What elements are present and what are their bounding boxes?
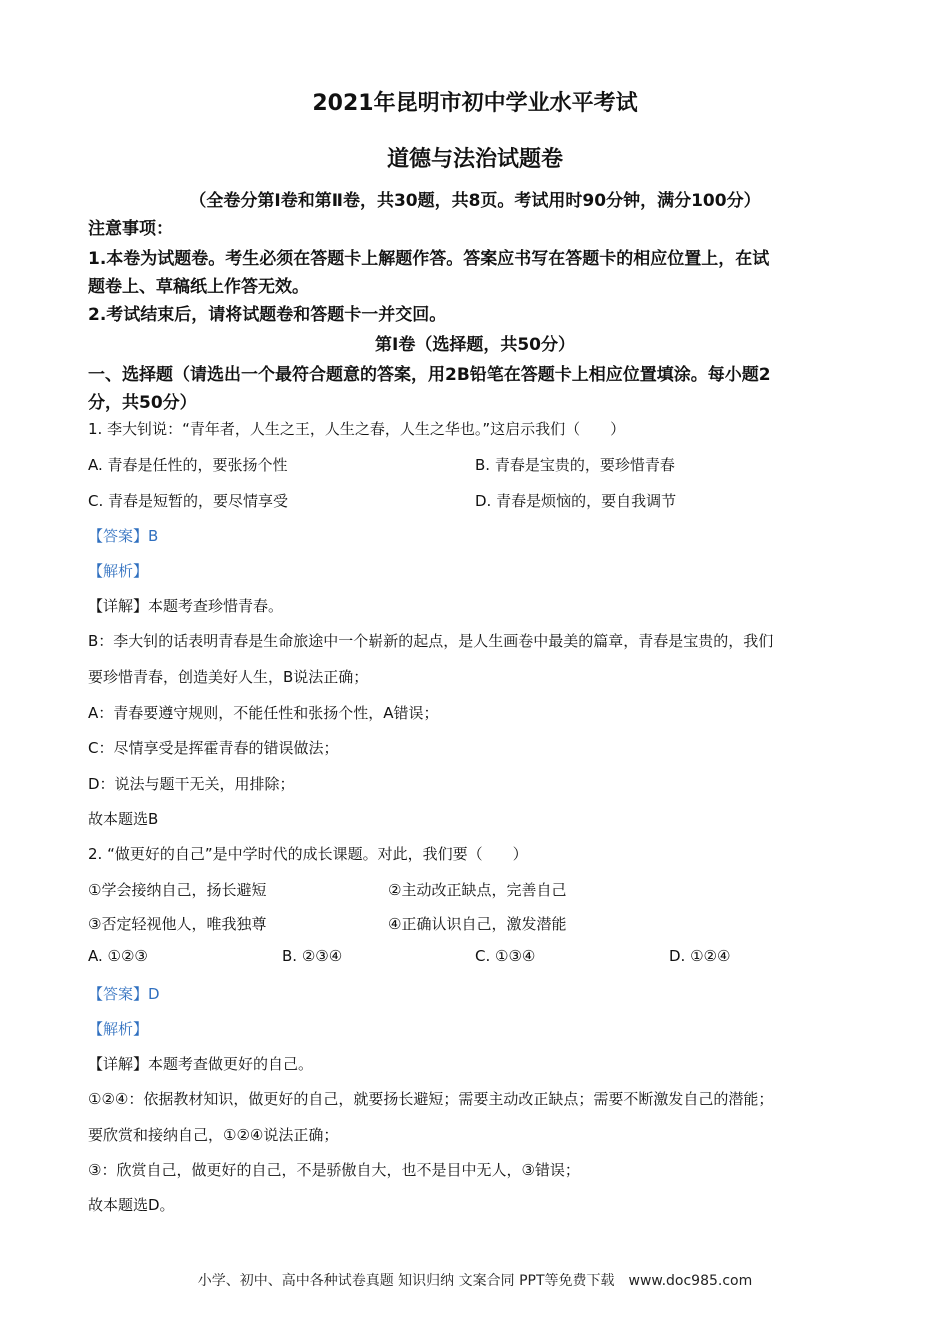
q2-option-c: C. ①③④ <box>475 947 536 965</box>
notice-1-line-2: 题卷上、草稿纸上作答无效。 <box>88 277 309 297</box>
q1-option-a: A. 青春是任性的，要张扬个性 <box>88 456 288 474</box>
q1-detail: 【详解】本题考查珍惜青春。 <box>88 597 284 615</box>
q2-explanation-line-3: ③：欣赏自己，做更好的自己，不是骄傲自大，也不是目中无人，③错误； <box>88 1161 580 1179</box>
q1-explanation-line-5: D：说法与题干无关，用排除； <box>88 775 295 793</box>
q1-option-b: B. 青春是宝贵的，要珍惜青春 <box>475 456 675 474</box>
q1-explanation-line-1: B：李大钊的话表明青春是生命旅途中一个崭新的起点，是人生画卷中最美的篇章，青春是宝贵的，我们 <box>88 632 774 650</box>
exam-subtitle: 道德与法治试题卷 <box>386 147 563 172</box>
q2-explanation-line-1: ①②④：依据教材知识，做更好的自己，就要扬长避短；需要主动改正缺点；需要不断激发自己的潜能； <box>88 1090 774 1108</box>
q1-explanation-line-2: 要珍惜青春，创造美好人生，B说法正确； <box>88 668 369 686</box>
q2-item-1: ①学会接纳自己，扬长避短 <box>88 881 267 899</box>
q2-item-3: ③否定轻视他人，唯我独尊 <box>88 915 267 933</box>
q2-answer: 【答案】D <box>88 985 160 1003</box>
q1-explanation-line-3: A：青春要遵守规则，不能任性和张扬个性，A错误； <box>88 704 439 722</box>
part-heading-line-2: 分，共50分） <box>88 393 197 413</box>
part-heading-line-1: 一、选择题（请选出一个最符合题意的答案，用2B铅笔在答题卡上相应位置填涂。每小题2 <box>88 365 771 385</box>
q2-option-d: D. ①②④ <box>669 947 731 965</box>
q2-item-4: ④正确认识自己，激发潜能 <box>388 915 567 933</box>
q2-explanation-line-2: 要欣赏和接纳自己，①②④说法正确； <box>88 1126 339 1144</box>
q2-stem: 2. “做更好的自己”是中学时代的成长课题。对此，我们要（ ） <box>88 845 528 863</box>
q2-conclusion: 故本题选D。 <box>88 1196 175 1214</box>
q1-option-c: C. 青春是短暂的，要尽情享受 <box>88 492 289 510</box>
q1-option-d: D. 青春是烦恼的，要自我调节 <box>475 492 677 510</box>
notice-2: 2.考试结束后，请将试题卷和答题卡一并交回。 <box>88 305 447 325</box>
q1-stem: 1. 李大钊说：“青年者，人生之王，人生之春，人生之华也。”这启示我们（ ） <box>88 420 626 438</box>
q2-item-2: ②主动改正缺点，完善自己 <box>388 881 567 899</box>
q1-conclusion: 故本题选B <box>88 810 159 828</box>
q2-option-b: B. ②③④ <box>282 947 343 965</box>
q2-detail: 【详解】本题考查做更好的自己。 <box>88 1055 314 1073</box>
exam-title: 2021年昆明市初中学业水平考试 <box>312 91 638 116</box>
q1-explanation-line-4: C：尽情享受是挥霍青春的错误做法； <box>88 739 339 757</box>
q1-answer: 【答案】B <box>88 527 159 545</box>
exam-info: （全卷分第Ⅰ卷和第Ⅱ卷，共30题，共8页。考试用时90分钟，满分100分） <box>189 191 761 211</box>
page-footer: 小学、初中、高中各种试卷真题 知识归纳 文案合同 PPT等免费下载 www.doc985.com <box>197 1273 753 1289</box>
q2-analysis-label: 【解析】 <box>88 1020 149 1038</box>
notice-1-line-1: 1.本卷为试题卷。考生必须在答题卡上解题作答。答案应书写在答题卡的相应位置上，在试 <box>88 249 770 269</box>
q2-option-a: A. ①②③ <box>88 947 148 965</box>
notice-heading: 注意事项： <box>88 219 173 239</box>
q1-analysis-label: 【解析】 <box>88 562 149 580</box>
section-title: 第Ⅰ卷（选择题，共50分） <box>375 335 575 355</box>
